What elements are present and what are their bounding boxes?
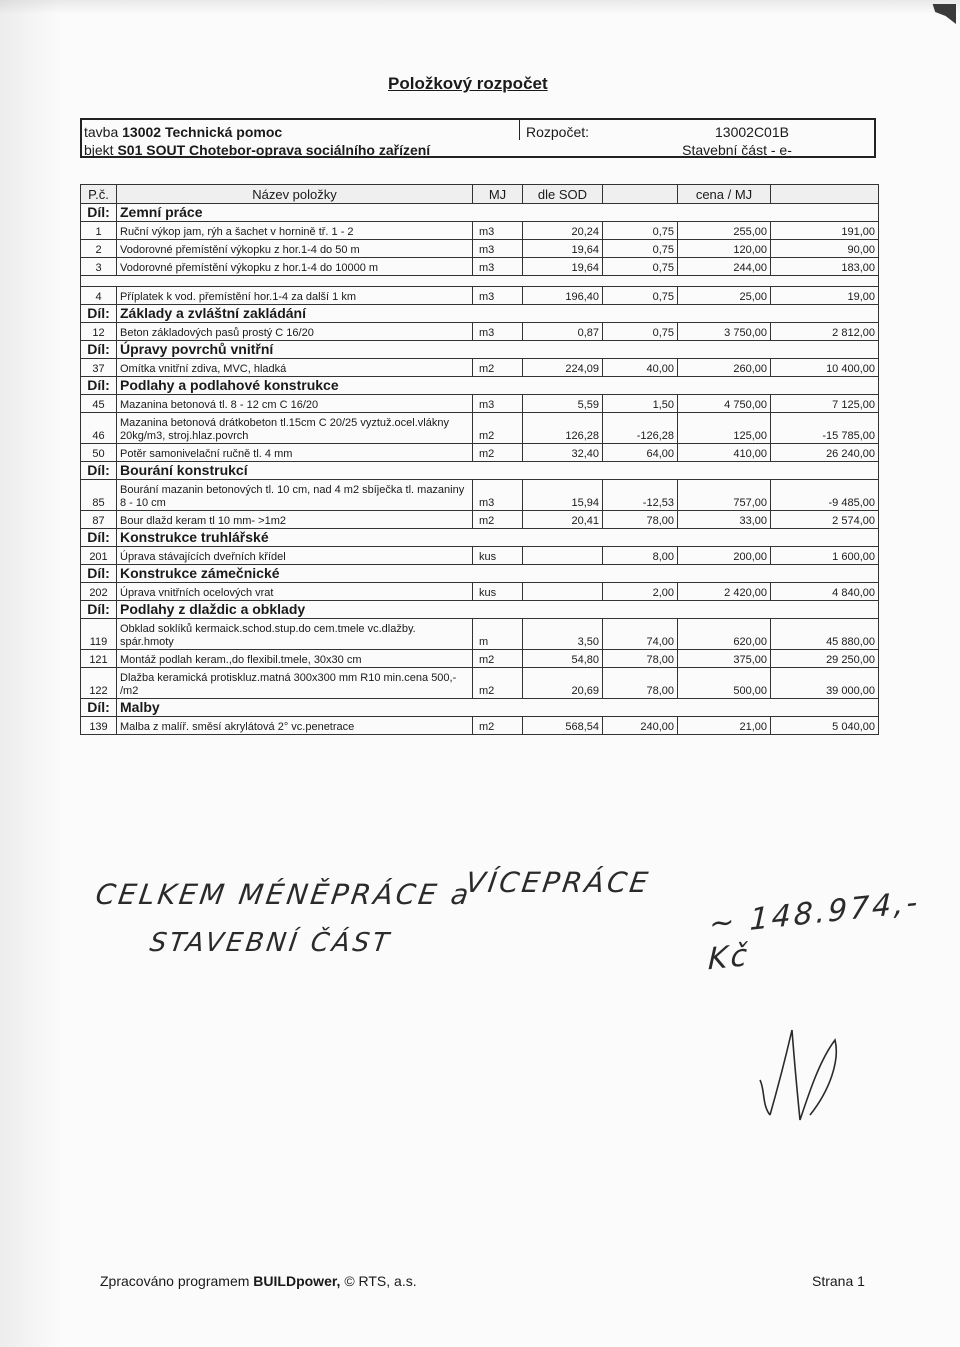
item-quantity-sod: 224,09 — [523, 359, 603, 377]
item-unit-price: 200,00 — [678, 547, 771, 565]
table-row — [81, 222, 879, 240]
item-total: 19,00 — [771, 287, 879, 305]
handwritten-note-line2: STAVEBNÍ ČÁST — [147, 928, 394, 958]
table-row — [81, 258, 879, 276]
item-quantity-sod: 32,40 — [523, 444, 603, 462]
section-label: Díl: — [81, 601, 117, 619]
page-number: Strana 1 — [812, 1273, 865, 1289]
item-number: 121 — [81, 650, 117, 668]
stavba-label: tavba — [84, 124, 119, 140]
item-total: 2 574,00 — [771, 511, 879, 529]
item-number: 46 — [81, 413, 117, 444]
item-quantity-sod — [523, 547, 603, 565]
item-number: 139 — [81, 717, 117, 735]
table-row — [81, 583, 879, 601]
handwritten-note-vicprace: VÍCEPRÁCE — [463, 866, 653, 899]
item-quantity-sod: 19,64 — [523, 240, 603, 258]
item-quantity-coef: 0,75 — [603, 287, 678, 305]
handwritten-note-line1: CELKEM MÉNĚPRÁCE a — [93, 878, 474, 911]
item-quantity-coef: 0,75 — [603, 222, 678, 240]
item-name: Bourání mazanin betonových tl. 10 cm, nad 4 m2 sbíječka tl. mazaniny 8 - 10 cm — [117, 480, 473, 511]
item-unit-price: 25,00 — [678, 287, 771, 305]
item-number: 202 — [81, 583, 117, 601]
item-unit-price: 620,00 — [678, 619, 771, 650]
item-unit-price: 33,00 — [678, 511, 771, 529]
item-name: Beton základových pasů prostý C 16/20 — [117, 323, 473, 341]
col-header-price: cena / MJ — [678, 185, 771, 204]
item-unit: kus — [473, 547, 523, 565]
item-unit: m2 — [473, 717, 523, 735]
rozpocet-code: 13002C01B — [715, 124, 789, 140]
item-unit-price: 2 420,00 — [678, 583, 771, 601]
table-header-row — [81, 185, 879, 204]
section-name: Bourání konstrukcí — [117, 462, 879, 480]
item-unit-price: 410,00 — [678, 444, 771, 462]
items-table — [80, 184, 879, 735]
col-header-5 — [603, 185, 678, 204]
item-total: 1 600,00 — [771, 547, 879, 565]
item-number: 3 — [81, 258, 117, 276]
section-label: Díl: — [81, 699, 117, 717]
section-row — [81, 377, 879, 395]
item-unit: m2 — [473, 511, 523, 529]
section-label: Díl: — [81, 377, 117, 395]
item-name: Vodorovné přemístění výkopku z hor.1-4 do 50 m — [117, 240, 473, 258]
item-quantity-coef: 78,00 — [603, 650, 678, 668]
col-header-name: Název položky — [117, 185, 473, 204]
table-row — [81, 717, 879, 735]
item-name: Úprava stávajících dveřních křídel — [117, 547, 473, 565]
item-name: Bour dlažd keram tl 10 mm- >1m2 — [117, 511, 473, 529]
scan-shadow-top — [0, 0, 960, 14]
scan-shadow-edge — [0, 0, 60, 1347]
item-number: 4 — [81, 287, 117, 305]
item-number: 37 — [81, 359, 117, 377]
item-number: 45 — [81, 395, 117, 413]
section-name: Malby — [117, 699, 879, 717]
item-total: 191,00 — [771, 222, 879, 240]
item-quantity-coef: 8,00 — [603, 547, 678, 565]
section-row — [81, 529, 879, 547]
item-quantity-sod: 19,64 — [523, 258, 603, 276]
objekt-line — [84, 142, 430, 158]
item-total: 45 880,00 — [771, 619, 879, 650]
item-total: 29 250,00 — [771, 650, 879, 668]
footer-info — [100, 1273, 417, 1289]
rozpocet-label: Rozpočet: — [526, 124, 590, 140]
table-row — [81, 668, 879, 699]
item-unit-price: 125,00 — [678, 413, 771, 444]
item-unit: m3 — [473, 480, 523, 511]
item-total: 183,00 — [771, 258, 879, 276]
item-name: Dlažba keramická protiskluz.matná 300x300 mm R10 min.cena 500,- /m2 — [117, 668, 473, 699]
objekt-label: bjekt — [84, 142, 114, 158]
col-header-mj: MJ — [473, 185, 523, 204]
item-quantity-coef: 74,00 — [603, 619, 678, 650]
handwritten-signature — [740, 1020, 860, 1130]
item-name: Příplatek k vod. přemístění hor.1-4 za další 1 km — [117, 287, 473, 305]
section-row — [81, 601, 879, 619]
item-unit: m2 — [473, 668, 523, 699]
item-unit-price: 757,00 — [678, 480, 771, 511]
objekt-value: S01 SOUT Chotebor-oprava sociálního zařízení — [117, 142, 431, 158]
item-unit-price: 244,00 — [678, 258, 771, 276]
item-quantity-sod: 20,69 — [523, 668, 603, 699]
section-row — [81, 565, 879, 583]
item-name: Omítka vnitřní zdiva, MVC, hladká — [117, 359, 473, 377]
table-row — [81, 359, 879, 377]
section-row — [81, 341, 879, 359]
item-unit-price: 21,00 — [678, 717, 771, 735]
section-label: Díl: — [81, 462, 117, 480]
item-number: 119 — [81, 619, 117, 650]
item-quantity-sod: 3,50 — [523, 619, 603, 650]
item-quantity-coef: 240,00 — [603, 717, 678, 735]
section-label: Díl: — [81, 204, 117, 222]
section-label: Díl: — [81, 565, 117, 583]
item-quantity-sod: 54,80 — [523, 650, 603, 668]
item-unit-price: 120,00 — [678, 240, 771, 258]
footer-text: Zpracováno programem — [100, 1273, 250, 1289]
item-quantity-sod — [523, 583, 603, 601]
item-name: Potěr samonivelační ručně tl. 4 mm — [117, 444, 473, 462]
item-quantity-coef: -12,53 — [603, 480, 678, 511]
section-label: Díl: — [81, 341, 117, 359]
item-unit: m — [473, 619, 523, 650]
spacer-cell — [81, 276, 879, 287]
item-total: 10 400,00 — [771, 359, 879, 377]
item-unit: m2 — [473, 359, 523, 377]
item-unit-price: 260,00 — [678, 359, 771, 377]
item-number: 87 — [81, 511, 117, 529]
item-number: 85 — [81, 480, 117, 511]
item-quantity-coef: -126,28 — [603, 413, 678, 444]
item-name: Mazanina betonová drátkobeton tl.15cm C 20/25 vyztuž.ocel.vlákny 20kg/m3, stroj.hlaz.povrch — [117, 413, 473, 444]
rozpocet-part: Stavební část - e- — [682, 142, 792, 158]
section-name: Úpravy povrchů vnitřní — [117, 341, 879, 359]
item-quantity-sod: 196,40 — [523, 287, 603, 305]
table-row — [81, 413, 879, 444]
col-header-sod: dle SOD — [523, 185, 603, 204]
table-row — [81, 287, 879, 305]
section-label: Díl: — [81, 529, 117, 547]
item-total: -15 785,00 — [771, 413, 879, 444]
item-quantity-coef: 40,00 — [603, 359, 678, 377]
section-row — [81, 699, 879, 717]
item-total: 5 040,00 — [771, 717, 879, 735]
item-unit: m3 — [473, 323, 523, 341]
table-row — [81, 240, 879, 258]
item-number: 2 — [81, 240, 117, 258]
item-unit: m3 — [473, 222, 523, 240]
section-name: Základy a zvláštní zakládání — [117, 305, 879, 323]
item-unit: m3 — [473, 395, 523, 413]
header-separator — [519, 120, 520, 140]
item-quantity-sod: 5,59 — [523, 395, 603, 413]
table-row — [81, 619, 879, 650]
section-label: Díl: — [81, 305, 117, 323]
table-row — [81, 480, 879, 511]
item-quantity-sod: 568,54 — [523, 717, 603, 735]
item-total: 26 240,00 — [771, 444, 879, 462]
table-row — [81, 511, 879, 529]
table-row — [81, 547, 879, 565]
item-quantity-coef: 78,00 — [603, 668, 678, 699]
item-name: Montáž podlah keram.,do flexibil.tmele, 30x30 cm — [117, 650, 473, 668]
footer-copyright: © RTS, a.s. — [344, 1273, 417, 1289]
item-quantity-coef: 0,75 — [603, 240, 678, 258]
item-name: Úprava vnitřních ocelových vrat — [117, 583, 473, 601]
section-name: Konstrukce zámečnické — [117, 565, 879, 583]
section-row — [81, 305, 879, 323]
item-quantity-sod: 15,94 — [523, 480, 603, 511]
handwritten-amount: ~ 148.974,- Kč — [707, 884, 921, 978]
item-unit: m2 — [473, 650, 523, 668]
item-unit-price: 255,00 — [678, 222, 771, 240]
item-unit-price: 375,00 — [678, 650, 771, 668]
stavba-value: 13002 Technická pomoc — [122, 124, 283, 140]
section-row — [81, 204, 879, 222]
item-number: 50 — [81, 444, 117, 462]
item-quantity-coef: 64,00 — [603, 444, 678, 462]
item-total: 39 000,00 — [771, 668, 879, 699]
section-name: Zemní práce — [117, 204, 879, 222]
item-total: 4 840,00 — [771, 583, 879, 601]
item-unit: m2 — [473, 413, 523, 444]
section-name: Podlahy z dlaždic a obklady — [117, 601, 879, 619]
item-unit: m3 — [473, 287, 523, 305]
item-quantity-coef: 0,75 — [603, 258, 678, 276]
section-name: Konstrukce truhlářské — [117, 529, 879, 547]
section-row — [81, 462, 879, 480]
item-quantity-sod: 0,87 — [523, 323, 603, 341]
table-row — [81, 323, 879, 341]
item-quantity-coef: 2,00 — [603, 583, 678, 601]
item-quantity-coef: 1,50 — [603, 395, 678, 413]
spacer-row — [81, 276, 879, 287]
table-row — [81, 444, 879, 462]
item-unit: m3 — [473, 240, 523, 258]
item-number: 201 — [81, 547, 117, 565]
item-total: -9 485,00 — [771, 480, 879, 511]
budget-header-box — [80, 118, 876, 158]
item-unit: m3 — [473, 258, 523, 276]
item-quantity-sod: 126,28 — [523, 413, 603, 444]
item-unit-price: 4 750,00 — [678, 395, 771, 413]
item-name: Ruční výkop jam, rýh a šachet v hornině tř. 1 - 2 — [117, 222, 473, 240]
item-name: Vodorovné přemístění výkopku z hor.1-4 do 10000 m — [117, 258, 473, 276]
page-title: Položkový rozpočet — [388, 74, 548, 93]
item-name: Mazanina betonová tl. 8 - 12 cm C 16/20 — [117, 395, 473, 413]
item-name: Malba z malíř. směsí akrylátová 2° vc.penetrace — [117, 717, 473, 735]
item-quantity-sod: 20,24 — [523, 222, 603, 240]
item-total: 90,00 — [771, 240, 879, 258]
footer-brand: BUILDpower, — [253, 1273, 341, 1289]
stavba-line — [84, 124, 282, 140]
section-name: Podlahy a podlahové konstrukce — [117, 377, 879, 395]
item-quantity-coef: 78,00 — [603, 511, 678, 529]
item-quantity-sod: 20,41 — [523, 511, 603, 529]
table-row — [81, 395, 879, 413]
item-unit-price: 500,00 — [678, 668, 771, 699]
folded-corner — [930, 4, 956, 24]
item-number: 12 — [81, 323, 117, 341]
col-header-pc: P.č. — [81, 185, 117, 204]
item-quantity-coef: 0,75 — [603, 323, 678, 341]
item-unit: m2 — [473, 444, 523, 462]
item-total: 7 125,00 — [771, 395, 879, 413]
table-row — [81, 650, 879, 668]
item-name: Obklad soklíků kermaick.schod.stup.do cem.tmele vc.dlažby. spár.hmoty — [117, 619, 473, 650]
item-number: 1 — [81, 222, 117, 240]
col-header-7 — [771, 185, 879, 204]
item-unit-price: 3 750,00 — [678, 323, 771, 341]
item-unit: kus — [473, 583, 523, 601]
item-total: 2 812,00 — [771, 323, 879, 341]
item-number: 122 — [81, 668, 117, 699]
